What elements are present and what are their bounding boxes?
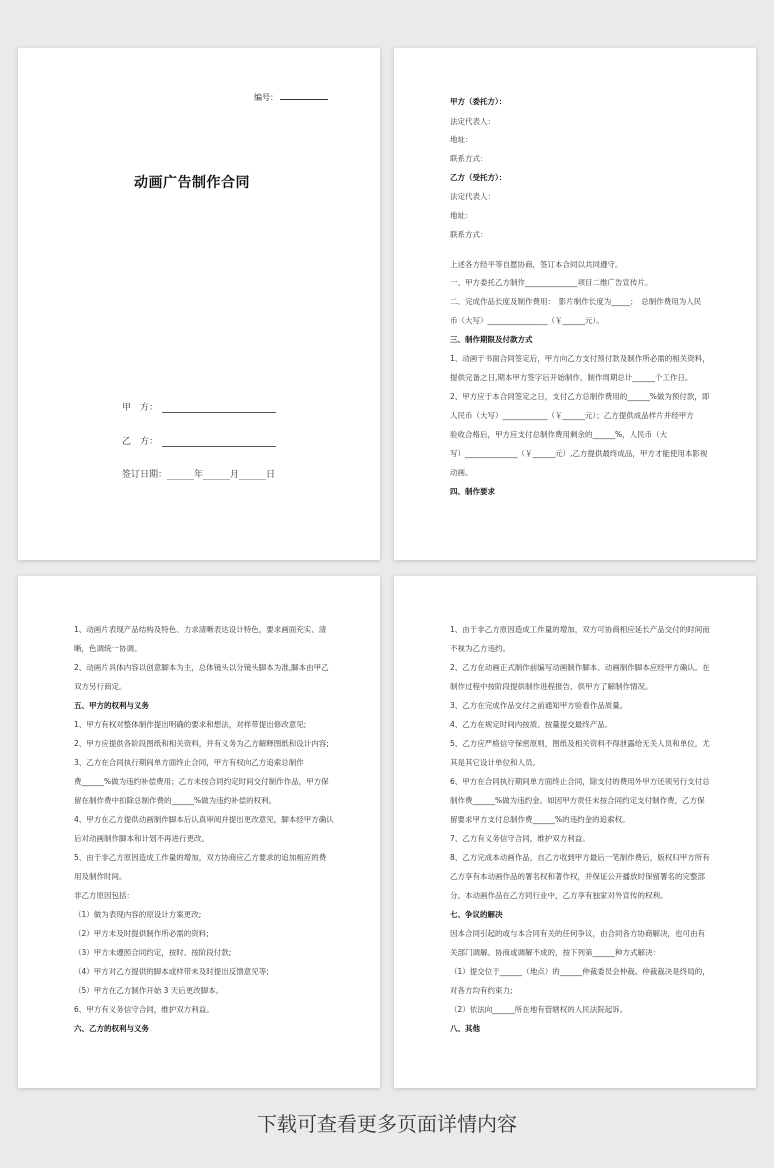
contract-text-line: 乙方享有本动画作品的署名权和著作权，并保证公开播放时保留署名的完整部	[450, 872, 705, 881]
contract-text-line: 晰，色调统一协调。	[74, 644, 142, 653]
contract-text-line: 动画。	[450, 468, 473, 477]
section-heading: 八、其他	[450, 1024, 480, 1033]
party-b-blank	[162, 437, 276, 447]
contract-text-line: 地址：	[450, 135, 473, 144]
party-b-label: 乙 方：	[122, 437, 159, 447]
contract-text-line: 写）______________（￥______元）,乙方提供最终成品，甲方才能使用本影视	[450, 449, 708, 458]
contract-text-line: 一、甲方委托乙方制作______________项目二维广告宣传片。	[450, 278, 653, 287]
party-a-blank	[162, 403, 276, 413]
contract-text-line: 法定代表人：	[450, 192, 495, 201]
contract-text-line: 分。本动画作品在乙方同行业中，乙方享有独家对外宣传的权利。	[450, 891, 668, 900]
contract-text-line: 3、乙方在完成作品交付之前通知甲方验看作品质量。	[450, 701, 628, 710]
contract-text-line: 4、乙方在规定时间内按质、按量提交最终产品。	[450, 720, 613, 729]
contract-text-line: 其是其它设计单位和人员。	[450, 758, 540, 767]
party-b-line	[122, 434, 276, 447]
section-heading: 乙方（受托方）：	[450, 173, 507, 182]
contract-text-line: 上述各方经平等自愿协商，签订本合同以共同遵守。	[450, 260, 623, 269]
contract-number-blank	[280, 92, 328, 100]
contract-text-line: 8、乙方完成本动画作品，自乙方收到甲方最后一笔制作费后，版权归甲方所有	[450, 853, 710, 862]
section-heading: 三、制作期限及付款方式	[450, 335, 533, 344]
contract-text-line: （5）甲方在乙方制作开始 3 天后更改脚本。	[74, 986, 224, 995]
section-heading: 七、争议的解决	[450, 910, 503, 919]
contract-text-line: 双方另行商定。	[74, 682, 127, 691]
section-heading: 五、甲方的权利与义务	[74, 701, 149, 710]
contract-text-line: 用及制作时间。	[74, 872, 127, 881]
contract-text-line: 1、由于非乙方原因造成工作量的增加，双方可协商相应延长产品交付的时间而	[450, 625, 710, 634]
contract-text-line: 6、甲方在合同执行期间单方面终止合同，除支付的费用外甲方还须另行支付总	[450, 777, 710, 786]
party-a-label: 甲 方：	[122, 403, 159, 413]
contract-text-line: 验收合格后，甲方应支付总制作费用剩余的______%，人民币（大	[450, 430, 668, 439]
contract-number-label: 编号：	[254, 93, 278, 102]
contract-text-line: 提供完备之日,期本甲方签字后开始制作，制作周期总计______个工作日。	[450, 373, 693, 382]
contract-text-line: 制作过程中按阶段提供制作进程报告，供甲方了解制作情况。	[450, 682, 653, 691]
contract-text-line: 6、甲方有义务信守合同，维护双方利益。	[74, 1005, 214, 1014]
contract-text-line: （1）提交位于______（地点）的______仲裁委员会仲裁。仲裁裁决是终局的，	[450, 967, 710, 976]
contract-text-line: （4）甲方对乙方提供的脚本或样带未及时提出反馈意见等;	[74, 967, 269, 976]
contract-text-line: 留在制作费中扣除总制作费的______%做为违约补偿的权利。	[74, 796, 277, 805]
contract-text-line: （3）甲方未遵照合同约定，按时、按阶段付款;	[74, 948, 232, 957]
contract-text-line: 2、甲方应于本合同签定之日，支付乙方总制作费用的______%做为预付款，即	[450, 392, 710, 401]
contract-text-line: 5、乙方应严格信守保密原则，图纸及相关资料不得泄露给无关人员和单位，尤	[450, 739, 710, 748]
contract-text-line: 因本合同引起的或与本合同有关的任何争议，由合同各方协商解决，也可由有	[450, 929, 705, 938]
contract-page-2	[394, 48, 756, 560]
contract-text-line: 后对动画制作脚本和计划不再进行更改。	[74, 834, 209, 843]
contract-text-line: 5、由于非乙方原因造成工作量的增加，双方协商应乙方要求的追加相应的费	[74, 853, 327, 862]
contract-text-line: 1、甲方有权对整体制作提出明确的要求和想法，对样带提出修改意见;	[74, 720, 307, 729]
sign-date: 签订日期：______年______月______日	[122, 470, 276, 480]
contract-text-line: 不视为乙方违约。	[450, 644, 510, 653]
contract-text-line: 2、乙方在动画正式制作前编写动画制作脚本、动画制作脚本应经甲方确认。在	[450, 663, 710, 672]
contract-text-line: （2）甲方未及时提供制作所必需的资料;	[74, 929, 209, 938]
contract-text-line: 联系方式：	[450, 230, 488, 239]
contract-number	[254, 92, 328, 103]
download-more-caption: 下载可查看更多页面详情内容	[257, 1112, 517, 1136]
contract-text-line: 2、甲方应提供各阶段图纸和相关资料，并有义务为乙方解释图纸和设计内容;	[74, 739, 329, 748]
contract-text-line: 币（大写）________________（￥______元）。	[450, 316, 604, 325]
contract-text-line: 联系方式：	[450, 154, 488, 163]
contract-page-3	[18, 576, 380, 1088]
contract-text-line: 人民币（大写）____________（￥______元）；乙方提供成品样片并经甲方	[450, 411, 694, 420]
contract-text-line: 非乙方原因包括：	[74, 891, 134, 900]
contract-text-line: 4、甲方在乙方提供动画制作脚本后认真审阅并提出更改意见，脚本经甲方确认	[74, 815, 334, 824]
section-heading: 四、制作要求	[450, 487, 495, 496]
contract-page-4	[394, 576, 756, 1088]
section-heading: 六、乙方的权利与义务	[74, 1024, 149, 1033]
contract-text-line: 2、动画片具体内容以创意脚本为主，总体镜头以分镜头脚本为准,脚本由甲乙	[74, 663, 329, 672]
contract-text-line: 关部门调解。协商或调解不成的，按下列第______种方式解决：	[450, 948, 660, 957]
contract-title: 动画广告制作合同	[134, 175, 250, 191]
party-a-line	[122, 400, 276, 413]
contract-text-line: 费______%做为违约补偿费用；乙方未按合同约定时间交付制作作品，甲方保	[74, 777, 329, 786]
contract-text-line: 制作费______%做为违约金。如因甲方责任未按合同约定支付制作费，乙方保	[450, 796, 705, 805]
contract-text-line: （1）做为表现内容的原设计方案更改;	[74, 910, 202, 919]
contract-text-line: 法定代表人：	[450, 117, 495, 126]
contract-text-line: 3、乙方在合同执行期间单方面终止合同，甲方有权向乙方追索总制作	[74, 758, 304, 767]
contract-text-line: （2）依法向______所在地有管辖权的人民法院起诉。	[450, 1005, 628, 1014]
section-heading: 甲方（委托方）：	[450, 97, 507, 106]
contract-text-line: 7、乙方有义务信守合同，维护双方利益。	[450, 834, 590, 843]
contract-text-line: 对各方均有约束力;	[450, 986, 513, 995]
contract-text-line: 1、动画于书面合同签定后，甲方向乙方支付预付款及制作所必需的相关资料，	[450, 354, 710, 363]
contract-text-line: 二、完成作品长度及制作费用： 影片制作长度为_____； 总制作费用为人民	[450, 297, 702, 306]
contract-text-line: 1、动画片表现产品结构及特色、力求清晰表达设计特色，要求画面充实、清	[74, 625, 327, 634]
contract-text-line: 留要求甲方支付总制作费______%的违约金的追索权。	[450, 815, 630, 824]
contract-page-cover	[18, 48, 380, 560]
contract-text-line: 地址：	[450, 211, 473, 220]
